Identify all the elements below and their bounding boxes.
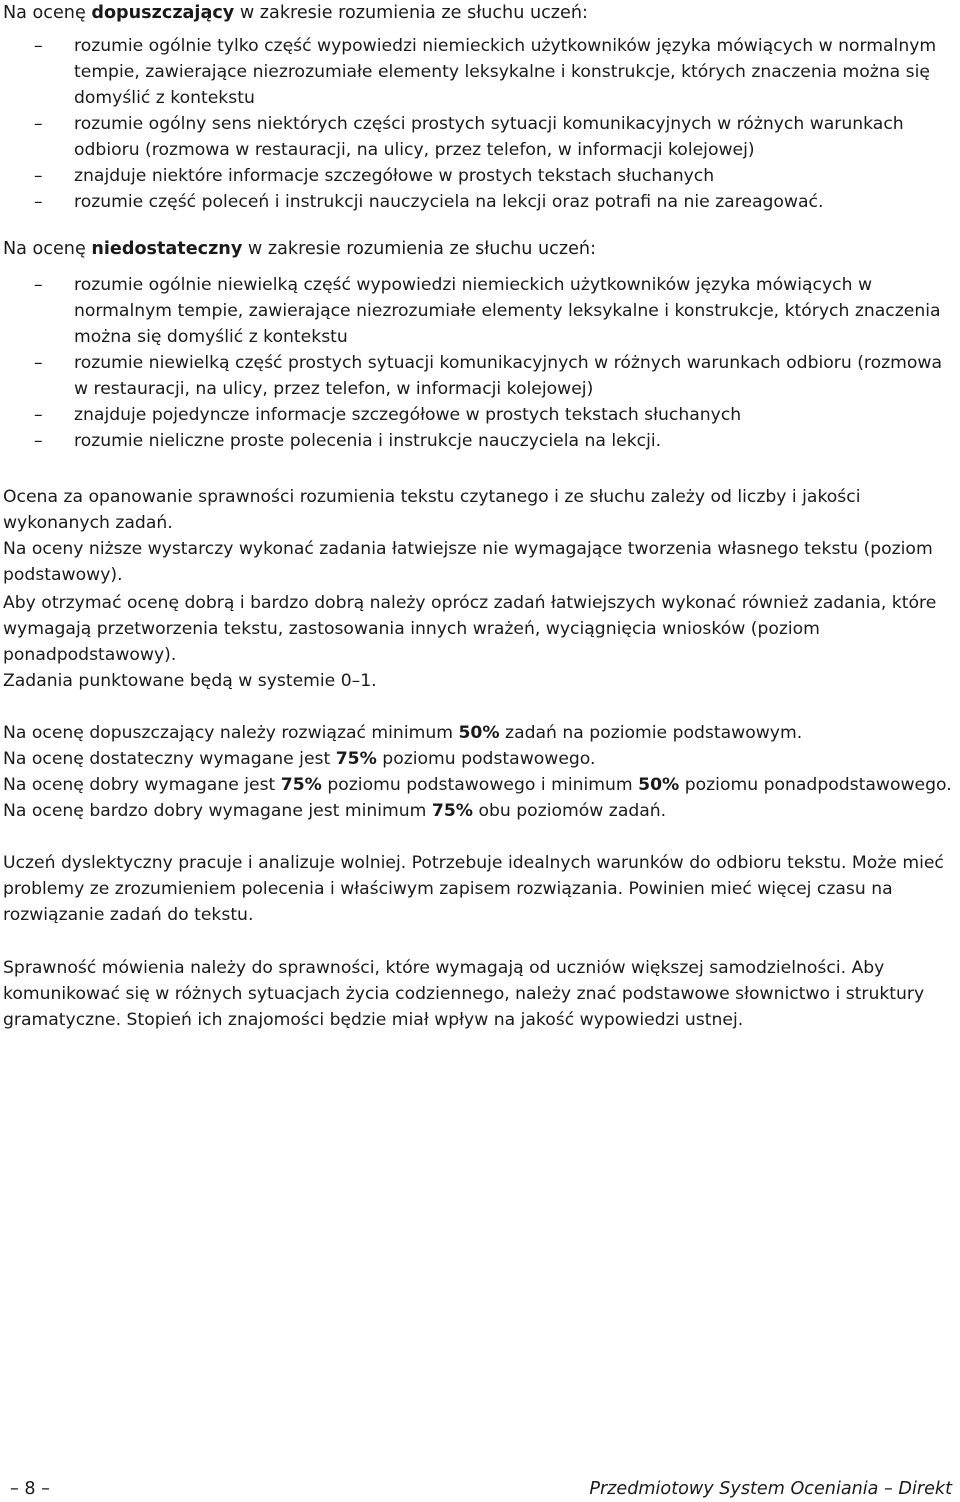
grade-niedostateczny-heading	[3, 236, 596, 262]
assessment-paragraph: Na oceny niższe wystarczy wykonać zadania łatwiejsze nie wymagające tworzenia własnego tekstu (poziom podstawowy).	[3, 539, 933, 585]
list-item: – znajduje pojedyncze informacje szczegółowe w prostych tekstach słuchanych	[3, 402, 958, 428]
heading-suffix: w zakresie rozumienia ze słuchu uczeń:	[242, 239, 596, 259]
percentage: 75%	[335, 749, 377, 769]
list-item: – rozumie część poleceń i instrukcji nauczyciela na lekcji oraz potrafi na nie zareagować.	[3, 189, 958, 215]
list-item: – rozumie ogólny sens niektórych części prostych sytuacji komunikacyjnych w różnych warunkach odbioru (rozmowa w restauracji, na ulicy, przez telefon, w informacji kolejowej)	[3, 111, 958, 163]
requirement-text: poziomu podstawowego i minimum	[321, 775, 639, 795]
percentage: 50%	[638, 775, 680, 795]
percentage: 50%	[458, 723, 500, 743]
percentage: 75%	[431, 801, 474, 821]
requirement-text: Na ocenę dostateczny wymagane jest	[3, 749, 336, 769]
grade-dopuszczajacy-heading	[3, 0, 588, 26]
heading-suffix: w zakresie rozumienia ze słuchu uczeń:	[234, 3, 588, 23]
criteria-list-niedostateczny	[3, 272, 958, 454]
list-item: – znajduje niektóre informacje szczegółowe w prostych tekstach słuchanych	[3, 163, 958, 189]
grade-name: niedostateczny	[91, 239, 243, 259]
criteria-list-dopuszczajacy	[3, 33, 958, 215]
grade-name: dopuszczający	[91, 3, 235, 23]
requirement-bardzo-dobry	[3, 798, 958, 824]
requirement-text: Na ocenę dopuszczający należy rozwiązać minimum	[3, 723, 459, 743]
list-item: – rozumie niewielką część prostych sytuacji komunikacyjnych w różnych warunkach odbioru (rozmowa w restauracji, na ulicy, przez telefon, w informacji kolejowej)	[3, 350, 958, 402]
requirement-text: Na ocenę dobry wymagane jest	[3, 775, 281, 795]
assessment-paragraph: Aby otrzymać ocenę dobrą i bardzo dobrą należy oprócz zadań łatwiejszych wykonać również zadania, które wymagają przetworzenia tekstu, zastosowania innych wrażeń, wyciągnięcia wniosków (poziom ponadpodstawowy).	[3, 593, 937, 665]
speaking-paragraph: Sprawność mówienia należy do sprawności, które wymagają od uczniów większej samodzielności. Aby komunikować się w różnych sytuacjach życia codziennego, należy znać podstawowe słownictwo i struktury gramatyczne. Stopień ich znajomości będzie miał wpływ na jakość wypowiedzi ustnej.	[3, 958, 925, 1030]
requirement-text: poziomu podstawowego.	[376, 749, 596, 769]
requirement-text: poziomu ponadpodstawowego.	[679, 775, 952, 795]
requirement-dobry	[3, 772, 958, 798]
requirement-dopuszczajacy	[3, 720, 958, 746]
requirement-text: Na ocenę bardzo dobry wymagane jest minimum	[3, 801, 432, 821]
assessment-paragraph: Ocena za opanowanie sprawności rozumienia tekstu czytanego i ze słuchu zależy od liczby i jakości wykonanych zadań.	[3, 487, 861, 533]
assessment-paragraph: Zadania punktowane będą w systemie 0–1.	[3, 671, 377, 691]
percentage: 75%	[280, 775, 322, 795]
list-item: – rozumie nieliczne proste polecenia i instrukcje nauczyciela na lekcji.	[3, 428, 958, 454]
footer-title: Przedmiotowy System Oceniania – Direkt	[589, 1479, 952, 1499]
requirement-dostateczny	[3, 746, 958, 772]
dyslexia-paragraph: Uczeń dyslektyczny pracuje i analizuje wolniej. Potrzebuje idealnych warunków do odbioru tekstu. Może mieć problemy ze zrozumieniem polecenia i właściwym zapisem rozwiązania. Powinien mieć więcej czasu na rozwiązanie zadań do tekstu.	[3, 853, 944, 925]
list-item: – rozumie ogólnie tylko część wypowiedzi niemieckich użytkowników języka mówiących w normalnym tempie, zawierające niezrozumiałe elementy leksykalne i konstrukcje, których znaczenia można się domyślić z kontekstu	[3, 33, 958, 111]
requirement-text: obu poziomów zadań.	[473, 801, 667, 821]
page-number: – 8 –	[10, 1479, 50, 1499]
requirement-text: zadań na poziomie podstawowym.	[499, 723, 803, 743]
list-item: – rozumie ogólnie niewielką część wypowiedzi niemieckich użytkowników języka mówiących w normalnym tempie, zawierające niezrozumiałe elementy leksykalne i konstrukcje, których znaczenia można się domyślić z kontekstu	[3, 272, 958, 350]
heading-prefix: Na ocenę	[3, 239, 92, 259]
heading-prefix: Na ocenę	[3, 3, 92, 23]
